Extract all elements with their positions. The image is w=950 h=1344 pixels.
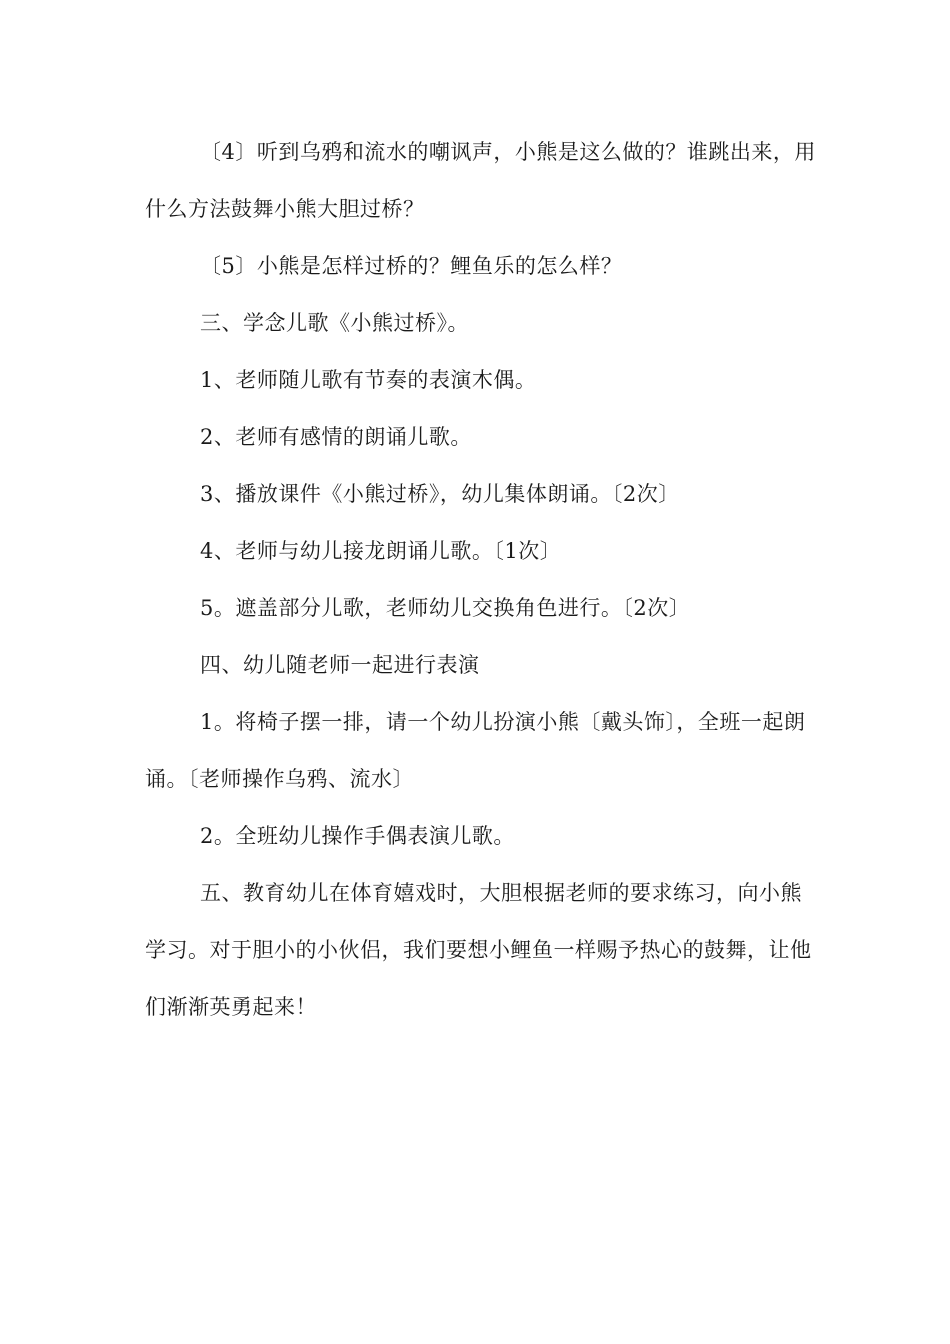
section-heading-4: 四、幼儿随老师一起进行表演 xyxy=(200,653,480,677)
section-heading-5: 五、教育幼儿在体育嬉戏时，大胆根据老师的要求练习，向小熊学习。对于胆小的小伙侣，我们要想小鲤鱼一样赐予热心的鼓舞，让他们渐渐英勇起来！ xyxy=(145,881,812,1019)
list-item-3-2: 2、老师有感情的朗诵儿歌。 xyxy=(200,425,472,449)
paragraph-4-crow-and-water: 〔4〕听到乌鸦和流水的嘲讽声，小熊是这么做的？谁跳出来，用什么方法鼓舞小熊大胆过桥？ xyxy=(145,140,816,221)
list-item-4-1: 1。将椅子摆一排，请一个幼儿扮演小熊〔戴头饰〕，全班一起朗诵。〔老师操作乌鸦、流水〕 xyxy=(145,710,806,791)
list-item-3-1: 1、老师随儿歌有节奏的表演木偶。 xyxy=(200,368,537,392)
section-heading-3: 三、学念儿歌《小熊过桥》。 xyxy=(200,311,469,335)
list-item-3-5: 5。遮盖部分儿歌，老师幼儿交换角色进行。〔2次〕 xyxy=(200,596,691,620)
list-item-4-2: 2。全班幼儿操作手偶表演儿歌。 xyxy=(200,824,515,848)
list-item-3-4: 4、老师与幼儿接龙朗诵儿歌。〔1次〕 xyxy=(200,539,562,563)
list-item-3-3: 3、播放课件《小熊过桥》，幼儿集体朗诵。〔2次〕 xyxy=(200,482,680,506)
paragraph-5-how-bear-crossed: 〔5〕小熊是怎样过桥的？鲤鱼乐的怎么样？ xyxy=(200,254,623,278)
